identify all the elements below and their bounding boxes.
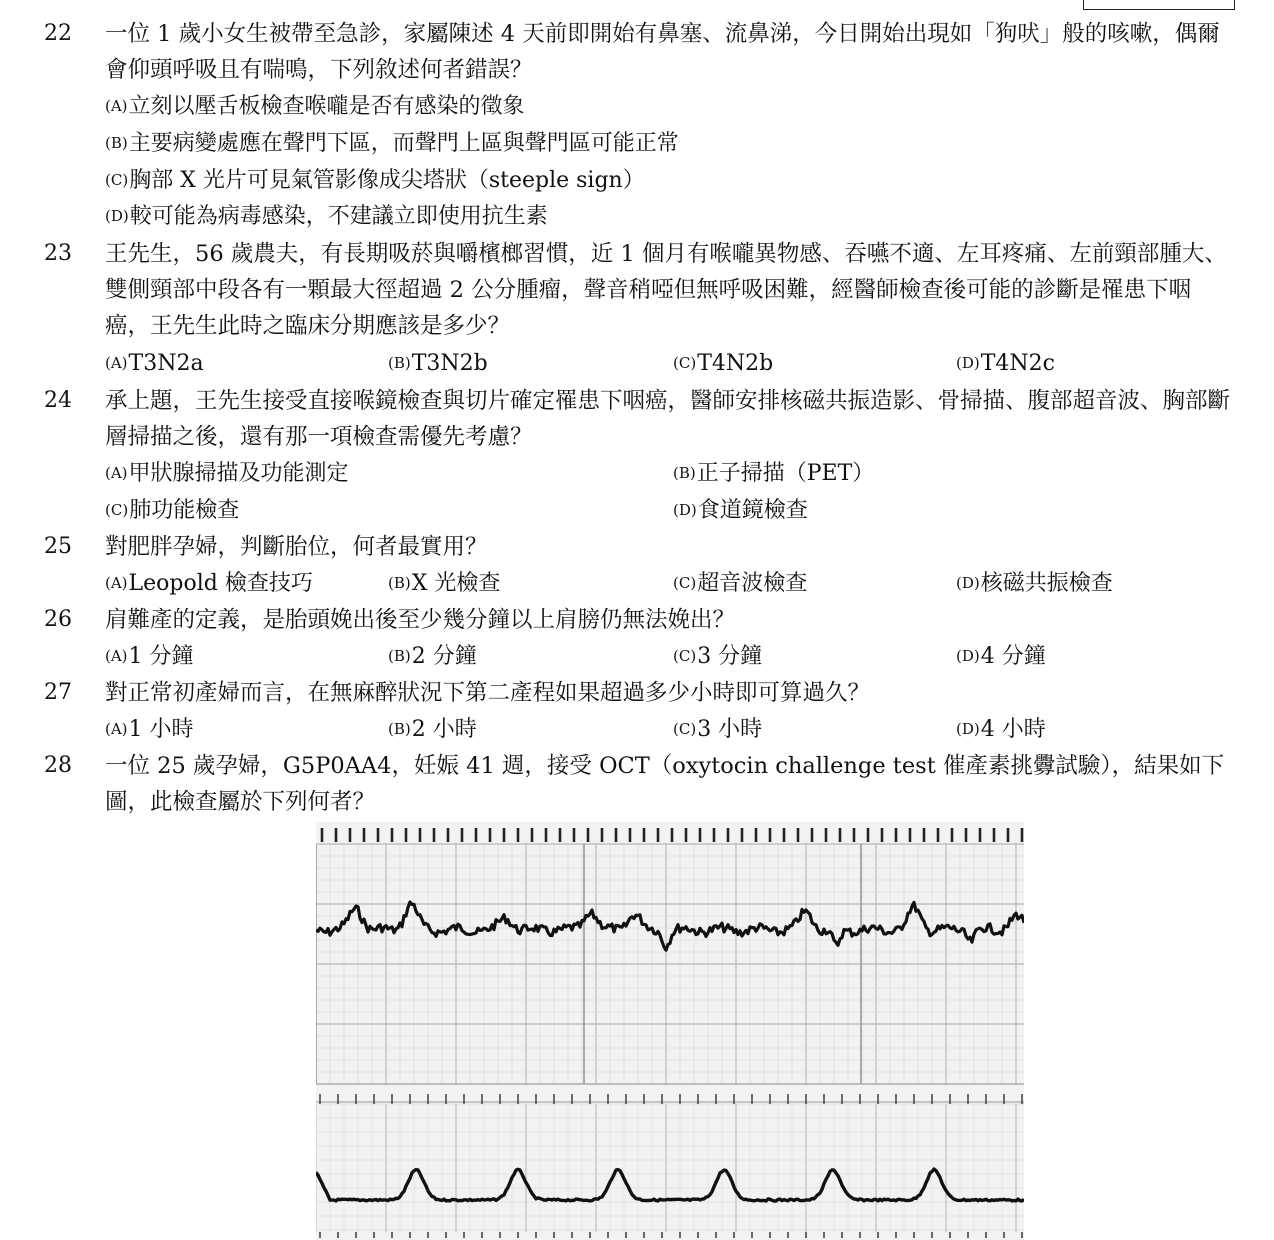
option-text: 核磁共振檢查: [980, 571, 1113, 596]
option-text: Leopold 檢查技巧: [128, 571, 313, 596]
option-text: 肺功能檢查: [129, 498, 240, 523]
option-label: (A): [105, 720, 128, 738]
option-label: (D): [105, 207, 129, 225]
option-b[interactable]: [105, 126, 679, 163]
option-label: (D): [956, 574, 980, 592]
option-label: (B): [388, 354, 411, 372]
option-label: (D): [956, 354, 980, 372]
option-d[interactable]: [956, 566, 1113, 603]
question-number: 22: [44, 21, 72, 46]
option-label: (C): [673, 647, 697, 665]
question-text: 承上題，王先生接受直接喉鏡檢查與切片確定罹患下咽癌，醫師安排核磁共振造影、骨掃描、腹部超音波、胸部斷層掃描之後，還有那一項檢查需優先考慮？: [105, 388, 1231, 450]
option-a[interactable]: [105, 89, 525, 126]
option-text: T3N2b: [411, 351, 488, 376]
option-c[interactable]: [673, 566, 807, 603]
option-a[interactable]: [105, 712, 194, 749]
option-text: 胸部 X 光片可見氣管影像成尖塔狀（steeple sign）: [129, 168, 645, 193]
option-c[interactable]: [673, 346, 773, 383]
option-c[interactable]: [105, 493, 239, 530]
option-text: T3N2a: [128, 351, 204, 376]
option-text: 甲狀腺掃描及功能測定: [128, 461, 349, 486]
option-text: T4N2c: [980, 351, 1055, 376]
option-text: T4N2b: [697, 351, 774, 376]
option-text: 2 分鐘: [411, 644, 477, 669]
option-text: 食道鏡檢查: [697, 498, 808, 523]
option-text: 3 小時: [697, 717, 763, 742]
option-d[interactable]: [956, 639, 1046, 676]
option-label: (B): [673, 464, 696, 482]
option-a[interactable]: [105, 456, 349, 493]
option-c[interactable]: [105, 163, 645, 200]
option-text: 超音波檢查: [697, 571, 808, 596]
option-label: (D): [673, 501, 697, 519]
question-text: 王先生，56 歲農夫，有長期吸菸與嚼檳榔習慣，近 1 個月有喉嚨異物感、吞嚥不適、左耳疼痛、左前頸部腫大、雙側頸部中段各有一顆最大徑超過 2 公分腫瘤，聲音稍啞但無呼吸困難，經醫師檢查後可能的診斷是罹患下咽癌，王先生此時之臨床分期應該是多少？: [105, 241, 1227, 339]
option-b[interactable]: [388, 346, 488, 383]
option-label: (B): [105, 134, 128, 152]
option-text: 正子掃描（PET）: [696, 461, 875, 486]
option-label: (B): [388, 574, 411, 592]
option-c[interactable]: [673, 639, 762, 676]
option-a[interactable]: [105, 566, 313, 603]
question-number: 26: [44, 607, 72, 632]
option-text: X 光檢查: [411, 571, 501, 596]
option-text: 3 分鐘: [697, 644, 763, 669]
option-label: (C): [673, 354, 697, 372]
option-text: 較可能為病毒感染，不建議立即使用抗生素: [129, 204, 548, 229]
option-b[interactable]: [673, 456, 874, 493]
header-box: [1083, 0, 1235, 10]
question-number: 23: [44, 241, 72, 266]
option-label: (A): [105, 464, 128, 482]
option-label: (D): [956, 720, 980, 738]
option-d[interactable]: [956, 712, 1046, 749]
question-text: 對肥胖孕婦，判斷胎位，何者最實用？: [105, 534, 488, 560]
option-text: 4 分鐘: [980, 644, 1046, 669]
option-d[interactable]: [673, 493, 808, 530]
option-label: (C): [673, 574, 697, 592]
option-text: 主要病變處應在聲門下區，而聲門上區與聲門區可能正常: [128, 131, 679, 156]
option-label: (C): [673, 720, 697, 738]
option-label: (C): [105, 171, 129, 189]
ctg-strip-image: [316, 822, 1024, 1240]
question-text: 對正常初產婦而言，在無麻醉狀況下第二產程如果超過多少小時即可算過久？: [105, 680, 871, 706]
question-number: 27: [44, 680, 72, 705]
option-label: (A): [105, 574, 128, 592]
option-d[interactable]: [105, 199, 548, 236]
question-number: 25: [44, 534, 72, 559]
ctg-strip-figure: [316, 822, 1024, 1240]
option-label: (A): [105, 354, 128, 372]
option-text: 2 小時: [411, 717, 477, 742]
question-text: 一位 25 歲孕婦，G5P0AA4，妊娠 41 週，接受 OCT（oxytocin challenge test 催產素挑釁試驗），結果如下圖，此檢查屬於下列何者？: [105, 753, 1225, 815]
option-a[interactable]: [105, 346, 204, 383]
option-text: 1 小時: [128, 717, 194, 742]
option-c[interactable]: [673, 712, 762, 749]
option-text: 立刻以壓舌板檢查喉嚨是否有感染的徵象: [128, 94, 525, 119]
option-label: (D): [956, 647, 980, 665]
option-label: (A): [105, 97, 128, 115]
option-label: (B): [388, 720, 411, 738]
option-a[interactable]: [105, 639, 194, 676]
option-b[interactable]: [388, 639, 477, 676]
option-text: 4 小時: [980, 717, 1046, 742]
option-text: 1 分鐘: [128, 644, 194, 669]
option-d[interactable]: [956, 346, 1055, 383]
option-label: (A): [105, 647, 128, 665]
question-text: 一位 1 歲小女生被帶至急診，家屬陳述 4 天前即開始有鼻塞、流鼻涕，今日開始出現如「狗吠」般的咳嗽，偶爾會仰頭呼吸且有喘鳴，下列敘述何者錯誤？: [105, 21, 1220, 83]
question-number: 24: [44, 388, 72, 413]
option-b[interactable]: [388, 566, 500, 603]
fhr-grid: [316, 844, 1024, 1084]
option-b[interactable]: [388, 712, 477, 749]
question-number: 28: [44, 753, 72, 778]
option-label: (B): [388, 647, 411, 665]
question-text: 肩難產的定義，是胎頭娩出後至少幾分鐘以上肩膀仍無法娩出？: [105, 607, 736, 633]
option-label: (C): [105, 501, 129, 519]
